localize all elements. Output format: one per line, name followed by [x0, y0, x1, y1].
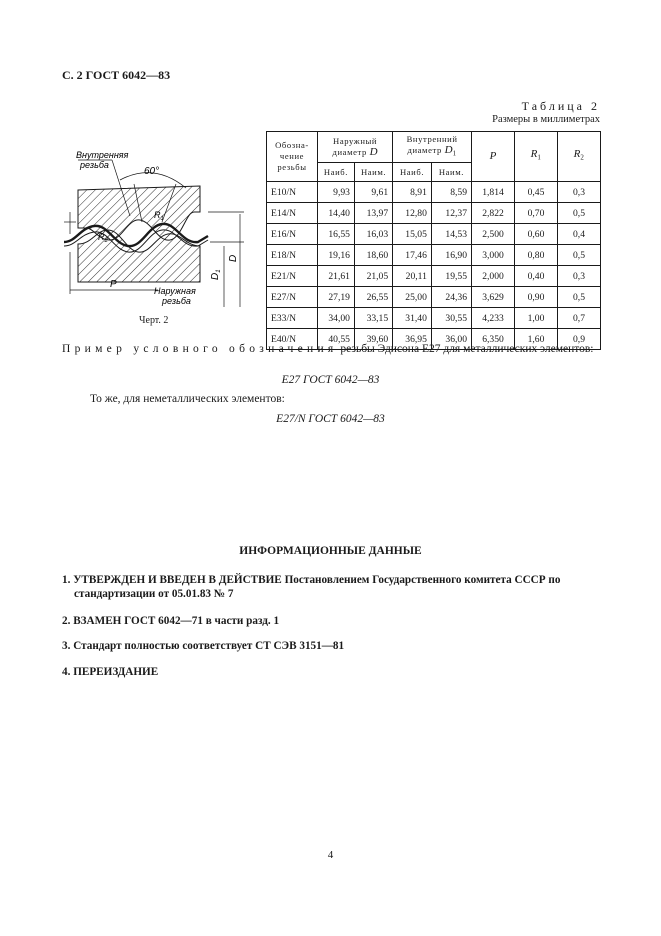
table-row: [267, 245, 601, 266]
table-cell: 34,00: [318, 308, 355, 329]
table-row: [267, 182, 601, 203]
outer-thread-label-2: резьба: [162, 296, 191, 306]
table-cell: 36,95: [393, 329, 432, 350]
table-cell: 2,500: [472, 224, 515, 245]
info-item-4: 4. ПЕРЕИЗДАНИЕ: [62, 666, 159, 678]
table-cell: 16,55: [318, 224, 355, 245]
table-cell: 0,3: [558, 266, 601, 287]
table-cell: 8,91: [393, 182, 432, 203]
table-cell: 0,5: [558, 245, 601, 266]
table-cell: 17,46: [393, 245, 432, 266]
table-cell: 15,05: [393, 224, 432, 245]
figure-caption: Черт. 2: [139, 315, 169, 326]
table-cell: 14,53: [431, 224, 471, 245]
table-cell: 3,629: [472, 287, 515, 308]
table-cell: 0,70: [515, 203, 558, 224]
table-cell: 13,97: [354, 203, 392, 224]
table-cell: 3,000: [472, 245, 515, 266]
table-cell: 39,60: [354, 329, 392, 350]
table-cell: 4,233: [472, 308, 515, 329]
table-cell: E33/N: [267, 308, 318, 329]
table-cell: 19,55: [431, 266, 471, 287]
table-cell: 25,00: [393, 287, 432, 308]
table-cell: 27,19: [318, 287, 355, 308]
header-inner-min: Наим.: [431, 163, 471, 182]
designation-example-nonmetal: E27/N ГОСТ 6042—83: [276, 413, 385, 425]
table-cell: 0,40: [515, 266, 558, 287]
page-header: С. 2 ГОСТ 6042—83: [62, 68, 171, 82]
header-outer-min: Наим.: [354, 163, 392, 182]
table-cell: 1,814: [472, 182, 515, 203]
table-cell: 21,61: [318, 266, 355, 287]
table-cell: 0,45: [515, 182, 558, 203]
table-cell: E21/N: [267, 266, 318, 287]
table-cell: 12,80: [393, 203, 432, 224]
header-R1: $R_1$: [515, 132, 558, 182]
table-cell: 8,59: [431, 182, 471, 203]
inner-thread-label: Внутренняя: [76, 150, 129, 160]
table-cell: E40/N: [267, 329, 318, 350]
table-units: Размеры в миллиметрах: [492, 114, 600, 125]
thread-profile-drawing: [58, 142, 258, 307]
header-pitch: P: [472, 132, 515, 182]
table-cell: 30,55: [431, 308, 471, 329]
table-row: [267, 266, 601, 287]
table-cell: 0,9: [558, 329, 601, 350]
table-cell: 31,40: [393, 308, 432, 329]
info-item-1: 1. УТВЕРЖДЕН И ВВЕДЕН В ДЕЙСТВИЕ Постановлением Государственного комитета СССР по стандартизации от 05.01.83 № 7: [62, 574, 561, 600]
table-cell: E16/N: [267, 224, 318, 245]
D1-label: $D_1$: [210, 269, 222, 280]
table-cell: 40,55: [318, 329, 355, 350]
table-cell: 0,3: [558, 182, 601, 203]
header-inner-diameter: Внутренний диаметр $D_1$: [393, 132, 472, 163]
table-cell: 26,55: [354, 287, 392, 308]
table-cell: 2,822: [472, 203, 515, 224]
table-cell: 20,11: [393, 266, 432, 287]
table-cell: 18,60: [354, 245, 392, 266]
table-row: [267, 308, 601, 329]
header-inner-max: Наиб.: [393, 163, 432, 182]
thread-dimensions-table: [266, 131, 601, 350]
info-title: ИНФОРМАЦИОННЫЕ ДАННЫЕ: [239, 545, 422, 557]
table-cell: 0,80: [515, 245, 558, 266]
table-cell: 12,37: [431, 203, 471, 224]
table-cell: 2,000: [472, 266, 515, 287]
example-paragraph: Пример условного обозначения резьбы Эдисона E27 для металлических элементов:: [62, 343, 594, 355]
info-item-2: 2. ВЗАМЕН ГОСТ 6042—71 в части разд. 1: [62, 615, 280, 627]
table-title: Таблица 2: [521, 99, 600, 113]
header-designation: Обозна- чение резьбы: [267, 132, 318, 182]
table-cell: 21,05: [354, 266, 392, 287]
P-label: P: [110, 279, 117, 290]
designation-example-metal: E27 ГОСТ 6042—83: [281, 374, 380, 386]
D-label: D: [228, 254, 239, 262]
header-outer-max: Наиб.: [318, 163, 355, 182]
page-number: 4: [327, 849, 334, 861]
table-cell: 6,350: [472, 329, 515, 350]
table-cell: 0,4: [558, 224, 601, 245]
table-row: [267, 224, 601, 245]
table-cell: E14/N: [267, 203, 318, 224]
table-cell: 33,15: [354, 308, 392, 329]
table-cell: 1,00: [515, 308, 558, 329]
table-cell: E18/N: [267, 245, 318, 266]
table-cell: 0,90: [515, 287, 558, 308]
info-item-3: 3. Стандарт полностью соответствует СТ СЭВ 3151—81: [62, 640, 345, 652]
outer-thread-body: [78, 230, 200, 282]
table-cell: 36,00: [431, 329, 471, 350]
table-cell: 0,7: [558, 308, 601, 329]
table-row: [267, 203, 601, 224]
table-cell: 0,60: [515, 224, 558, 245]
R2-label: $R_2$: [98, 232, 108, 244]
table-cell: 0,5: [558, 203, 601, 224]
table-cell: 14,40: [318, 203, 355, 224]
table-cell: 9,61: [354, 182, 392, 203]
same-nonmetal-text: То же, для неметаллических элементов:: [90, 393, 285, 405]
table-cell: 16,90: [431, 245, 471, 266]
angle-label: 60°: [144, 166, 160, 177]
header-outer-diameter: Наружный диаметр D: [318, 132, 393, 163]
table-cell: 0,5: [558, 287, 601, 308]
table-cell: 9,93: [318, 182, 355, 203]
outer-thread-label: Наружная: [154, 286, 196, 296]
table-row: [267, 287, 601, 308]
table-cell: 19,16: [318, 245, 355, 266]
R1-label: $R_1$: [154, 210, 164, 222]
table-cell: E27/N: [267, 287, 318, 308]
header-R2: $R_2$: [558, 132, 601, 182]
table-cell: E10/N: [267, 182, 318, 203]
table-cell: 24,36: [431, 287, 471, 308]
table-cell: 1,60: [515, 329, 558, 350]
inner-thread-label-2: резьба: [80, 160, 109, 170]
table-cell: 16,03: [354, 224, 392, 245]
